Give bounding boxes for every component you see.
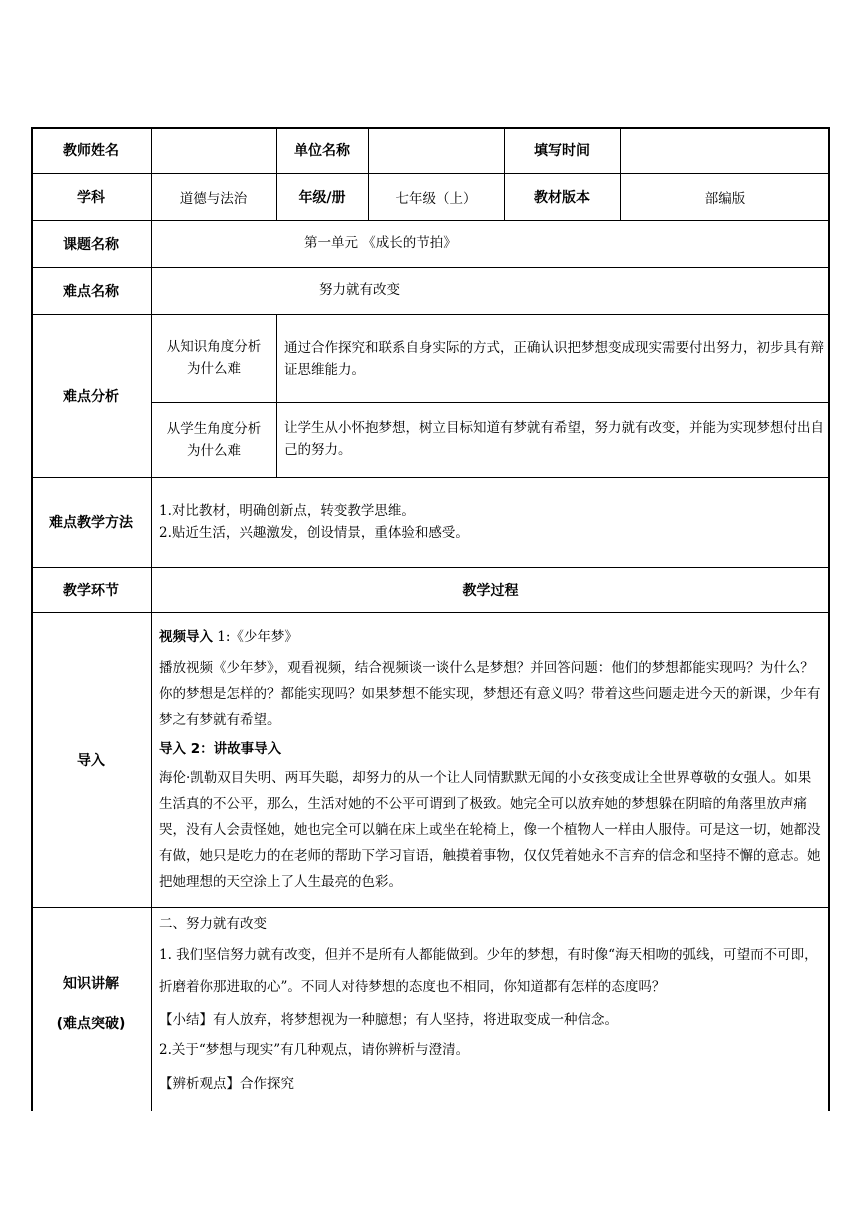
topic-label: 课题名称 [63, 236, 119, 253]
topic-value: 第一单元 《成长的节拍》 [304, 235, 457, 251]
grade-value: 七年级（上） [395, 190, 477, 207]
knowledge-angle-text: 从知识角度分析为什么难 [166, 339, 262, 377]
teacher-name-value [151, 127, 276, 173]
intro-sub1-title: 视频导入 [159, 629, 213, 645]
intro-sub1-suffix: 1:《少年梦》 [213, 629, 298, 645]
intro-label: 导入 [77, 752, 105, 769]
method-line-1: 1.对比教材，明确创新点，转变教学思维。 [159, 503, 415, 519]
student-angle-text: 让学生从小怀抱梦想，树立目标知道有梦就有希望，努力就有改变，并能为实现梦想付出自己的努力。 [284, 420, 824, 458]
subject-value: 道德与法治 [179, 190, 248, 207]
analysis-label: 难点分析 [63, 388, 119, 405]
intro-sub2-title: 导入 2：讲故事导入 [159, 741, 282, 757]
knowledge-label-line1: 知识讲解 [63, 976, 119, 992]
subject-label: 学科 [77, 189, 105, 206]
knowledge-content [159, 911, 824, 1097]
col-line [151, 127, 152, 1111]
method-label: 难点教学方法 [49, 515, 133, 531]
student-angle-text: 从学生角度分析为什么难 [166, 420, 262, 459]
grade-label: 年级/册 [298, 189, 346, 206]
knowledge-p3: 2.关于“梦想与现实”有几种观点，请你辨析与澄清。 [159, 1042, 470, 1058]
knowledge-label [31, 973, 151, 1035]
intro-sub1-text: 播放视频《少年梦》，观看视频，结合视频谈一谈什么是梦想？并回答问题：他们的梦想都能实现吗？为什么？你的梦想是怎样的？都能实现吗？如果梦想不能实现，梦想还有意义吗？带着这些问题走进今天的新课，少年有梦之有梦就有希望。 [159, 660, 821, 728]
intro-sub1-heading [159, 625, 824, 649]
teacher-name-label: 教师姓名 [63, 143, 119, 159]
knowledge-label-line2: (难点突破) [56, 1016, 126, 1032]
difficulty-value: 努力就有改变 [319, 282, 400, 298]
lesson-plan-table [31, 127, 830, 1111]
knowledge-p1: 1. 我们坚信努力就有改变，但并不是所有人都能做到。少年的梦想，有时像“海天相吻的弧线，可望而不可即，折磨着你那进取的心”。不同人对待梦想的态度也不相同，你知道都有怎样的态度吗？ [159, 947, 818, 995]
method-line-2: 2.贴近生活，兴趣激发，创设情景，重体验和感受。 [159, 525, 469, 541]
intro-sub2-text: 海伦·凯勒双目失明、两耳失聪，却努力的从一个让人同情默默无闻的小女孩变成让全世界尊敬的女强人。如果生活真的不公平，那么，生活对她的不公平可谓到了极致。她完全可以放弃她的梦想躲在阴暗的角落里放声痛哭，没有人会责怪她，她也完全可以躺在床上或坐在轮椅上，像一个植物人一样由人服侍。可是这一切，她都没有做，她只是吃力的在老师的帮助下学习盲语，触摸着事物，仅仅凭着她永不言弃的信念和坚持不懈的意志。她把她理想的天空涂上了人生最亮的色彩。 [159, 770, 821, 890]
stage-header: 教学环节 [63, 582, 119, 599]
process-header: 教学过程 [462, 582, 519, 599]
knowledge-angle-label [161, 314, 267, 402]
knowledge-p2: 【小结】有人放弃，将梦想视为一种臆想；有人坚持，将进取变成一种信念。 [159, 1012, 618, 1028]
knowledge-angle-text: 通过合作探究和联系自身实际的方式，正确认识把梦想变成现实需要付出努力，初步具有辩证思维能力。 [284, 340, 824, 378]
difficulty-label: 难点名称 [63, 283, 119, 300]
student-angle-label [161, 402, 267, 477]
unit-label: 单位名称 [294, 143, 350, 159]
knowledge-heading: 二、努力就有改变 [159, 916, 267, 932]
date-label: 填写时间 [534, 143, 590, 159]
date-value [620, 127, 830, 173]
unit-value [368, 127, 504, 173]
intro-content [159, 625, 824, 895]
col-line [276, 314, 277, 477]
edition-label: 教材版本 [534, 189, 590, 206]
knowledge-p4: 【辨析观点】合作探究 [159, 1076, 294, 1092]
edition-value: 部编版 [704, 190, 746, 207]
